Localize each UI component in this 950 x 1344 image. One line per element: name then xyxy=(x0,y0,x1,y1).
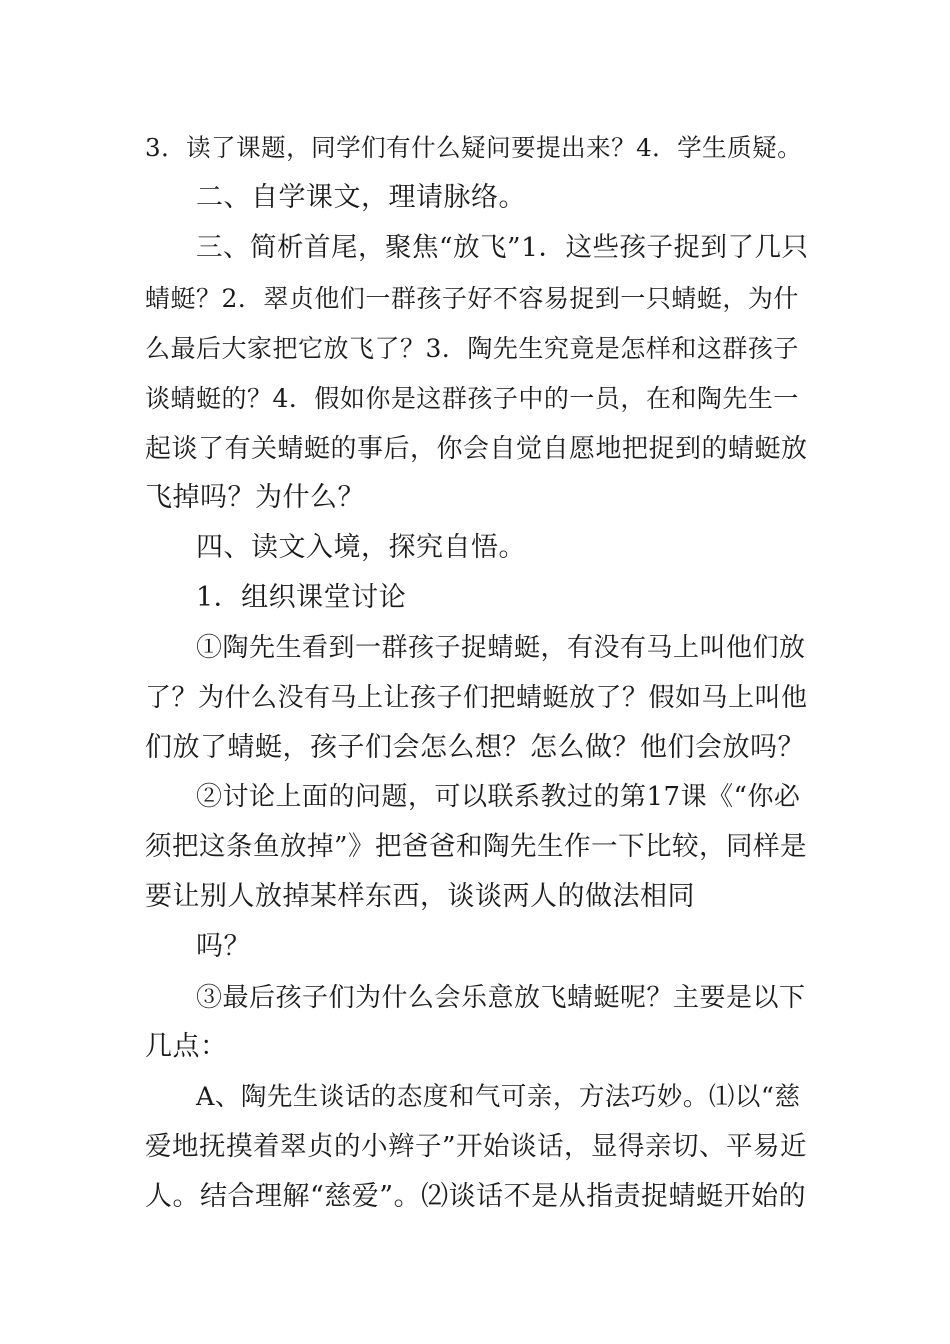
text-line: 们放了蜻蜓，孩子们会怎么想？怎么做？他们会放吗？ xyxy=(145,732,805,763)
text-line: 要让别人放掉某样东西，谈谈两人的做法相同 xyxy=(145,881,695,912)
text-line: 谈蜻蜓的？4．假如你是这群孩子中的一员，在和陶先生一 xyxy=(145,384,799,413)
text-line: 人。结合理解“慈爱”。⑵谈话不是从指责捉蜻蜓开始的 xyxy=(145,1181,807,1212)
text-line: 四、读文入境，探究自悟。 xyxy=(196,532,526,563)
text-line: 三、简析首尾，聚焦“放飞”1．这些孩子捉到了几只 xyxy=(196,232,809,263)
text-line: ②讨论上面的问题，可以联系教过的第17课《“你必 xyxy=(196,782,801,812)
text-line: 吗？ xyxy=(196,931,251,962)
text-line: 么最后大家把它放飞了？3．陶先生究竟是怎样和这群孩子 xyxy=(145,334,799,363)
text-line: 爱地抚摸着翠贞的小辫子”开始谈话，显得亲切、平易近 xyxy=(145,1131,808,1162)
text-line: 飞掉吗？为什么？ xyxy=(145,482,365,513)
text-line: A、陶先生谈话的态度和气可亲，方法巧妙。⑴以“慈 xyxy=(196,1082,801,1112)
text-line: 蜻蜓？2．翠贞他们一群孩子好不容易捉到一只蜻蜓，为什 xyxy=(145,284,799,313)
text-line: ③最后孩子们为什么会乐意放飞蜻蜓呢？主要是以下 xyxy=(196,983,806,1013)
text-line: 几点： xyxy=(145,1031,228,1062)
text-line: 3．读了课题，同学们有什么疑问要提出来？4．学生质疑。 xyxy=(145,133,803,162)
text-line: 须把这条鱼放掉”》把爸爸和陶先生作一下比较，同样是 xyxy=(145,831,808,862)
text-line: 了？为什么没有马上让孩子们把蜻蜓放了？假如马上叫他 xyxy=(145,683,808,713)
text-line: 起谈了有关蜻蜓的事后，你会自觉自愿地把捉到的蜻蜓放 xyxy=(145,434,808,464)
text-line: 1．组织课堂讨论 xyxy=(196,582,407,613)
text-line: 二、自学课文，理请脉络。 xyxy=(196,182,526,213)
text-line: ①陶先生看到一群孩子捉蜻蜓，有没有马上叫他们放 xyxy=(196,633,806,663)
